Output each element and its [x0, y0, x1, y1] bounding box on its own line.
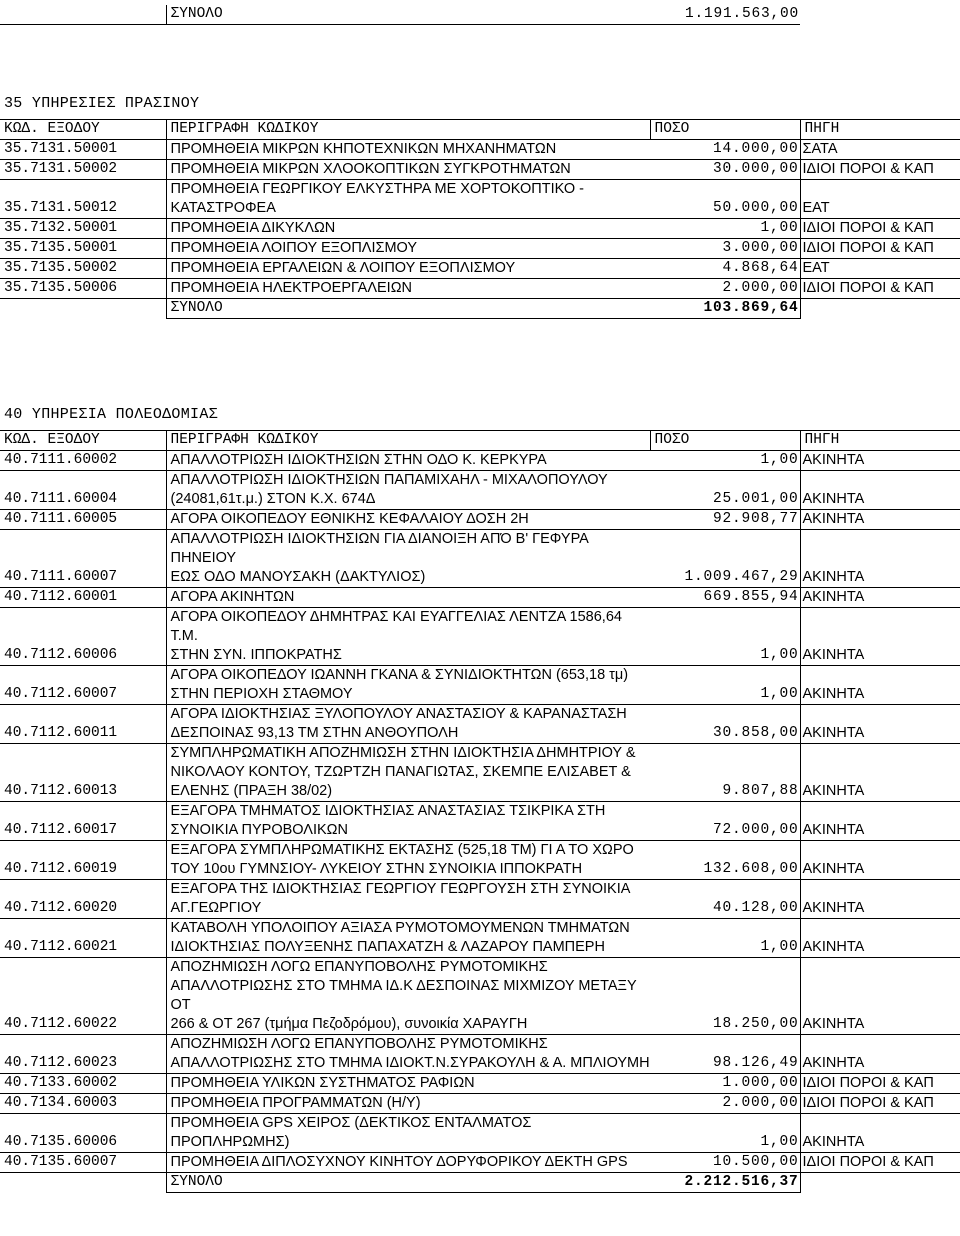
row-source: ΙΔΙΟΙ ΠΟΡΟΙ & ΚΑΠ: [800, 219, 960, 239]
row-description: ΑΠΑΛΛΟΤΡΙΩΣΗ ΙΔΙΟΚΤΗΣΙΩΝ ΠΑΠΑΜΙΧΑΗΛ - ΜΙΧΑΛΟΠΟΥΛΟΥ (24081,61τ.μ.) ΣΤΟΝ Κ.Χ. 674Δ: [166, 471, 650, 510]
row-amount: 3.000,00: [650, 239, 800, 259]
row-source: ΙΔΙΟΙ ΠΟΡΟΙ & ΚΑΠ: [800, 239, 960, 259]
table-row: [0, 471, 960, 510]
row-source: ΑΚΙΝΗΤΑ: [800, 510, 960, 530]
row-source: ΕΑΤ: [800, 180, 960, 219]
row-description: ΑΓΟΡΑ ΟΙΚΟΠΕΔΟΥ ΕΘΝΙΚΗΣ ΚΕΦΑΛΑΙΟΥ ΔΟΣΗ 2Η: [166, 510, 650, 530]
header-source: ΠΗΓΗ: [800, 120, 960, 140]
table-header-row: [0, 120, 960, 140]
row-code: 40.7111.60002: [0, 451, 166, 471]
header-desc: ΠΕΡΙΓΡΑΦΗ ΚΩΔΙΚΟΥ: [166, 120, 650, 140]
total-amount: 2.212.516,37: [650, 1173, 800, 1193]
table-row: [0, 1094, 960, 1114]
table-header-row: [0, 431, 960, 451]
header-code: ΚΩΔ. ΕΞΟΔΟΥ: [0, 120, 166, 140]
header-desc: ΠΕΡΙΓΡΑΦΗ ΚΩΔΙΚΟΥ: [166, 431, 650, 451]
row-source: ΑΚΙΝΗΤΑ: [800, 608, 960, 666]
row-code: 40.7112.60020: [0, 880, 166, 919]
row-description: ΑΠΟΖΗΜΙΩΣΗ ΛΟΓΩ ΕΠΑΝΥΠΟΒΟΛΗΣ ΡΥΜΟΤΟΜΙΚΗΣ ΑΠΑΛΛΟΤΡΙΩΣΗΣ ΣΤΟ ΤΜΗΜΑ ΙΔ.Κ ΔΕΣΠΟΙΝΑΣ ΜΙΧΜΙΖΟΥ ΜΕΤΑΞΥ ΟΤ 266 & ΟΤ 267 (τμήμα Πεζοδρόμου), συνοικία ΧΑΡΑΥΓΗ: [166, 958, 650, 1035]
row-source: ΑΚΙΝΗΤΑ: [800, 530, 960, 588]
row-code: 40.7112.60001: [0, 588, 166, 608]
row-source: ΙΔΙΟΙ ΠΟΡΟΙ & ΚΑΠ: [800, 279, 960, 299]
row-code: 40.7112.60011: [0, 705, 166, 744]
table-row: [0, 259, 960, 279]
row-description: ΠΡΟΜΗΘΕΙΑ ΓΕΩΡΓΙΚΟΥ ΕΛΚΥΣΤΗΡΑ ΜΕ ΧΟΡΤΟΚΟΠΤΙΚΟ - ΚΑΤΑΣΤΡΟΦΕΑ: [166, 180, 650, 219]
row-amount: 30.858,00: [650, 705, 800, 744]
row-description: ΠΡΟΜΗΘΕΙΑ ΥΛΙΚΩΝ ΣΥΣΤΗΜΑΤΟΣ ΡΑΦΙΩΝ: [166, 1074, 650, 1094]
total-spacer: [0, 299, 166, 319]
table-row: [0, 1074, 960, 1094]
total-tail: [800, 299, 960, 319]
table-row: [0, 958, 960, 1035]
total-row: [0, 1173, 960, 1193]
table-row: [0, 279, 960, 299]
row-amount: 40.128,00: [650, 880, 800, 919]
row-code: 40.7112.60019: [0, 841, 166, 880]
row-source: ΑΚΙΝΗΤΑ: [800, 841, 960, 880]
row-source: ΑΚΙΝΗΤΑ: [800, 451, 960, 471]
table-row: [0, 140, 960, 160]
row-description: ΣΥΜΠΛΗΡΩΜΑΤΙΚΗ ΑΠΟΖΗΜΙΩΣΗ ΣΤΗΝ ΙΔΙΟΚΤΗΣΙΑ ΔΗΜΗΤΡΙΟΥ & ΝΙΚΟΛΑΟΥ ΚΟΝΤΟΥ, ΤΖΩΡΤΖΗ ΠΑΝΑΓΙΩΤΑΣ, ΣΚΕΜΠΕ ΕΛΙΣΑΒΕΤ & ΕΛΕΝΗΣ (ΠΡΑΞΗ 38/02): [166, 744, 650, 802]
row-amount: 9.807,88: [650, 744, 800, 802]
row-amount: 1.009.467,29: [650, 530, 800, 588]
row-amount: 1,00: [650, 666, 800, 705]
total-row: [0, 299, 960, 319]
table-row: [0, 1114, 960, 1153]
row-source: ΑΚΙΝΗΤΑ: [800, 471, 960, 510]
row-description: ΕΞΑΓΟΡΑ ΤΗΣ ΙΔΙΟΚΤΗΣΙΑΣ ΓΕΩΡΓΙΟΥ ΓΕΩΡΓΟΥΣΗ ΣΤΗ ΣΥΝΟΙΚΙΑ ΑΓ.ΓΕΩΡΓΙΟΥ: [166, 880, 650, 919]
table-row: [0, 919, 960, 958]
row-code: 40.7135.60007: [0, 1153, 166, 1173]
top-total-spacer: [0, 5, 166, 25]
row-amount: 1,00: [650, 919, 800, 958]
row-description: ΑΓΟΡΑ ΑΚΙΝΗΤΩΝ: [166, 588, 650, 608]
row-amount: 50.000,00: [650, 180, 800, 219]
section-35-table: [0, 119, 960, 319]
row-code: 40.7112.60021: [0, 919, 166, 958]
row-source: ΑΚΙΝΗΤΑ: [800, 744, 960, 802]
table-row: [0, 530, 960, 588]
row-amount: 10.500,00: [650, 1153, 800, 1173]
table-row: [0, 1035, 960, 1074]
top-total-amount: 1.191.563,00: [650, 5, 800, 25]
row-code: 35.7135.50006: [0, 279, 166, 299]
row-source: ΑΚΙΝΗΤΑ: [800, 666, 960, 705]
header-amount: ΠΟΣΟ: [650, 431, 800, 451]
row-code: 35.7131.50001: [0, 140, 166, 160]
row-amount: 1.000,00: [650, 1074, 800, 1094]
table-row: [0, 219, 960, 239]
row-code: 40.7133.60002: [0, 1074, 166, 1094]
row-source: ΙΔΙΟΙ ΠΟΡΟΙ & ΚΑΠ: [800, 1094, 960, 1114]
row-code: 35.7135.50002: [0, 259, 166, 279]
row-description: ΠΡΟΜΗΘΕΙΑ ΗΛΕΚΤΡΟΕΡΓΑΛΕΙΩΝ: [166, 279, 650, 299]
row-amount: 18.250,00: [650, 958, 800, 1035]
row-source: ΑΚΙΝΗΤΑ: [800, 1035, 960, 1074]
table-row: [0, 180, 960, 219]
header-source: ΠΗΓΗ: [800, 431, 960, 451]
row-amount: 1,00: [650, 608, 800, 666]
row-description: ΑΓΟΡΑ ΟΙΚΟΠΕΔΟΥ ΔΗΜΗΤΡΑΣ ΚΑΙ ΕΥΑΓΓΕΛΙΑΣ ΛΕΝΤΖΑ 1586,64 Τ.Μ. ΣΤΗΝ ΣΥΝ. ΙΠΠΟΚΡΑΤΗΣ: [166, 608, 650, 666]
row-source: ΑΚΙΝΗΤΑ: [800, 919, 960, 958]
total-label: ΣΥΝΟΛΟ: [166, 299, 650, 319]
table-row: [0, 588, 960, 608]
row-source: ΑΚΙΝΗΤΑ: [800, 802, 960, 841]
row-amount: 30.000,00: [650, 160, 800, 180]
row-code: 40.7111.60007: [0, 530, 166, 588]
top-total-table: [0, 5, 800, 25]
row-description: ΠΡΟΜΗΘΕΙΑ ΜΙΚΡΩΝ ΚΗΠΟΤΕΧΝΙΚΩΝ ΜΗΧΑΝΗΜΑΤΩΝ: [166, 140, 650, 160]
table-row: [0, 451, 960, 471]
total-amount: 103.869,64: [650, 299, 800, 319]
total-tail: [800, 1173, 960, 1193]
table-row: [0, 744, 960, 802]
section-35-title: 35 ΥΠΗΡΕΣΙΕΣ ΠΡΑΣΙΝΟΥ: [4, 95, 200, 112]
table-row: [0, 160, 960, 180]
row-amount: 1,00: [650, 1114, 800, 1153]
row-amount: 2.000,00: [650, 1094, 800, 1114]
row-description: ΠΡΟΜΗΘΕΙΑ ΕΡΓΑΛΕΙΩΝ & ΛΟΙΠΟΥ ΕΞΟΠΛΙΣΜΟΥ: [166, 259, 650, 279]
row-amount: 72.000,00: [650, 802, 800, 841]
row-source: ΣΑΤΑ: [800, 140, 960, 160]
row-amount: 14.000,00: [650, 140, 800, 160]
row-code: 35.7135.50001: [0, 239, 166, 259]
table-row: [0, 510, 960, 530]
row-code: 40.7112.60017: [0, 802, 166, 841]
row-code: 40.7134.60003: [0, 1094, 166, 1114]
row-code: 40.7112.60006: [0, 608, 166, 666]
table-row: [0, 802, 960, 841]
table-row: [0, 705, 960, 744]
row-description: ΠΡΟΜΗΘΕΙΑ ΛΟΙΠΟΥ ΕΞΟΠΛΙΣΜΟΥ: [166, 239, 650, 259]
row-description: ΑΠΟΖΗΜΙΩΣΗ ΛΟΓΩ ΕΠΑΝΥΠΟΒΟΛΗΣ ΡΥΜΟΤΟΜΙΚΗΣ ΑΠΑΛΛΟΤΡΙΩΣΗΣ ΣΤΟ ΤΜΗΜΑ ΙΔΙΟΚΤ.Ν.ΣΥΡΑΚΟΥΛΗ & Α. ΜΠΛΙΟΥΜΗ: [166, 1035, 650, 1074]
row-description: ΑΓΟΡΑ ΟΙΚΟΠΕΔΟΥ ΙΩΑΝΝΗ ΓΚΑΝΑ & ΣΥΝΙΔΙΟΚΤΗΤΩΝ (653,18 τμ) ΣΤΗΝ ΠΕΡΙΟΧΗ ΣΤΑΘΜΟΥ: [166, 666, 650, 705]
row-amount: 4.868,64: [650, 259, 800, 279]
row-code: 35.7131.50002: [0, 160, 166, 180]
row-description: ΑΠΑΛΛΟΤΡΙΩΣΗ ΙΔΙΟΚΤΗΣΙΩΝ ΓΙΑ ΔΙΑΝΟΙΞΗ ΑΠΌ Β' ΓΕΦΥΡΑ ΠΗΝΕΙΟΥ ΕΩΣ ΟΔΟ ΜΑΝΟΥΣΑΚΗ (ΔΑΚΤΥΛΙΟΣ): [166, 530, 650, 588]
row-description: ΠΡΟΜΗΘΕΙΑ ΜΙΚΡΩΝ ΧΛΟΟΚΟΠΤΙΚΩΝ ΣΥΓΚΡΟΤΗΜΑΤΩΝ: [166, 160, 650, 180]
row-description: ΠΡΟΜΗΘΕΙΑ ΔΙΠΛΟΣΥΧΝΟΥ ΚΙΝΗΤΟΥ ΔΟΡΥΦΟΡΙΚΟΥ ΔΕΚΤΗ GPS: [166, 1153, 650, 1173]
table-row: [0, 608, 960, 666]
table-row: [0, 880, 960, 919]
total-label: ΣΥΝΟΛΟ: [166, 1173, 650, 1193]
row-code: 40.7111.60005: [0, 510, 166, 530]
row-code: 40.7111.60004: [0, 471, 166, 510]
section-40-table: [0, 430, 960, 1193]
row-description: ΑΠΑΛΛΟΤΡΙΩΣΗ ΙΔΙΟΚΤΗΣΙΩΝ ΣΤΗΝ ΟΔΟ Κ. ΚΕΡΚΥΡΑ: [166, 451, 650, 471]
row-amount: 1,00: [650, 451, 800, 471]
row-code: 40.7112.60007: [0, 666, 166, 705]
row-amount: 132.608,00: [650, 841, 800, 880]
row-source: ΑΚΙΝΗΤΑ: [800, 588, 960, 608]
row-source: ΙΔΙΟΙ ΠΟΡΟΙ & ΚΑΠ: [800, 160, 960, 180]
row-description: ΑΓΟΡΑ ΙΔΙΟΚΤΗΣΙΑΣ ΞΥΛΟΠΟΥΛΟΥ ΑΝΑΣΤΑΣΙΟΥ & ΚΑΡΑΝΑΣΤΑΣΗ ΔΕΣΠΟΙΝΑΣ 93,13 ΤΜ ΣΤΗΝ ΑΝΘΟΥΠΟΛΗ: [166, 705, 650, 744]
table-row: [0, 1153, 960, 1173]
section-40-title: 40 ΥΠΗΡΕΣΙΑ ΠΟΛΕΟΔΟΜΙΑΣ: [4, 406, 218, 423]
row-source: ΑΚΙΝΗΤΑ: [800, 958, 960, 1035]
row-code: 40.7112.60013: [0, 744, 166, 802]
table-row: [0, 841, 960, 880]
top-total-label: ΣΥΝΟΛΟ: [166, 5, 650, 25]
row-source: ΙΔΙΟΙ ΠΟΡΟΙ & ΚΑΠ: [800, 1074, 960, 1094]
row-description: ΠΡΟΜΗΘΕΙΑ GPS ΧΕΙΡΟΣ (ΔΕΚΤΙΚΟΣ ΕΝΤΑΛΜΑΤΟΣ ΠΡΟΠΛΗΡΩΜΗΣ): [166, 1114, 650, 1153]
header-code: ΚΩΔ. ΕΞΟΔΟΥ: [0, 431, 166, 451]
row-amount: 1,00: [650, 219, 800, 239]
total-spacer: [0, 1173, 166, 1193]
row-amount: 92.908,77: [650, 510, 800, 530]
row-source: ΑΚΙΝΗΤΑ: [800, 705, 960, 744]
row-description: ΕΞΑΓΟΡΑ ΣΥΜΠΛΗΡΩΜΑΤΙΚΗΣ ΕΚΤΑΣΗΣ (525,18 ΤΜ) ΓΙ Α ΤΟ ΧΩΡΟ ΤΟΥ 10ου ΓΥΜΝΣΙΟΥ- ΛΥΚΕΙΟΥ ΣΤΗΝ ΣΥΝΟΙΚΙΑ ΙΠΠΟΚΡΑΤΗ: [166, 841, 650, 880]
row-description: ΠΡΟΜΗΘΕΙΑ ΠΡΟΓΡΑΜΜΑΤΩΝ (Η/Υ): [166, 1094, 650, 1114]
table-row: [0, 666, 960, 705]
row-description: ΕΞΑΓΟΡΑ ΤΜΗΜΑΤΟΣ ΙΔΙΟΚΤΗΣΙΑΣ ΑΝΑΣΤΑΣΙΑΣ ΤΣΙΚΡΙΚΑ ΣΤΗ ΣΥΝΟΙΚΙΑ ΠΥΡΟΒΟΛΙΚΩΝ: [166, 802, 650, 841]
row-source: ΕΑΤ: [800, 259, 960, 279]
row-amount: 98.126,49: [650, 1035, 800, 1074]
row-description: ΠΡΟΜΗΘΕΙΑ ΔΙΚΥΚΛΩΝ: [166, 219, 650, 239]
row-amount: 25.001,00: [650, 471, 800, 510]
header-amount: ΠΟΣΟ: [650, 120, 800, 140]
row-code: 35.7131.50012: [0, 180, 166, 219]
row-code: 40.7135.60006: [0, 1114, 166, 1153]
row-source: ΑΚΙΝΗΤΑ: [800, 880, 960, 919]
row-description: ΚΑΤΑΒΟΛΗ ΥΠΟΛΟΙΠΟΥ ΑΞΙΑΣΑ ΡΥΜΟΤΟΜΟΥΜΕΝΩΝ ΤΜΗΜΑΤΩΝ ΙΔΙΟΚΤΗΣΙΑΣ ΠΟΛΥΞΕΝΗΣ ΠΑΠΑΧΑΤΖΗ & ΛΑΖΑΡΟΥ ΠΑΜΠΕΡΗ: [166, 919, 650, 958]
row-amount: 2.000,00: [650, 279, 800, 299]
row-source: ΙΔΙΟΙ ΠΟΡΟΙ & ΚΑΠ: [800, 1153, 960, 1173]
row-code: 40.7112.60022: [0, 958, 166, 1035]
row-source: ΑΚΙΝΗΤΑ: [800, 1114, 960, 1153]
row-code: 35.7132.50001: [0, 219, 166, 239]
table-row: [0, 239, 960, 259]
row-amount: 669.855,94: [650, 588, 800, 608]
row-code: 40.7112.60023: [0, 1035, 166, 1074]
